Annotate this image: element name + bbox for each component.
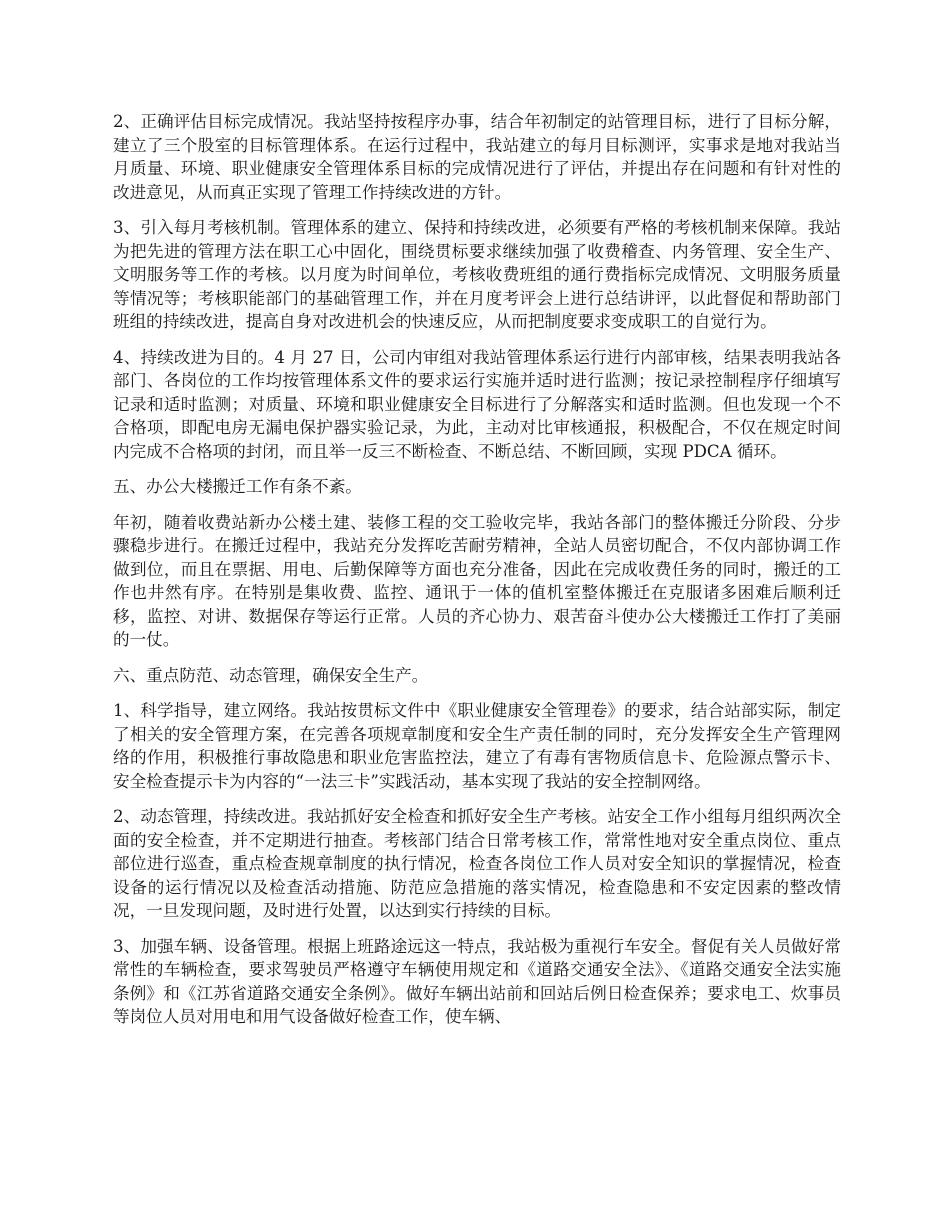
paragraph-safety-network: 1、科学指导，建立网络。我站按贯标文件中《职业健康安全管理卷》的要求，结合站部实际，制定了相关的安全管理方案，在完善各项规章制度和安全生产责任制的同时，充分发挥安全生产管理网络的作用，积极推行事故隐患和职业危害监控法，建立了有毒有害物质信息卡、危险源点警示卡、安全检查提示卡为内容的“一法三卡”实践活动，基本实现了我站的安全控制网络。 (113, 701, 841, 791)
section-heading-office-relocation: 五、办公大楼搬迁工作有条不紊。 (113, 477, 362, 496)
paragraph-office-relocation: 年初，随着收费站新办公楼土建、装修工程的交工验收完毕，我站各部门的整体搬迁分阶段、分步骤稳步进行。在搬迁过程中，我站充分发挥吃苦耐劳精神，全站人员密切配合，不仅内部协调工作做到位，而且在票据、用电、后勤保障等方面也充分准备，因此在完成收费任务的同时，搬迁的工作也井然有序。在特别是集收费、监控、通讯于一体的值机室整体搬迁在克服诸多困难后顺利迁移，监控、对讲、数据保存等运行正常。人员的齐心协力、艰苦奋斗使办公大楼搬迁工作打了美丽的一仗。 (113, 512, 841, 649)
paragraph-target-evaluation: 2、正确评估目标完成情况。我站坚持按程序办事，结合年初制定的站管理目标，进行了目标分解，建立了三个股室的目标管理体系。在运行过程中，我站建立的每月目标测评，实事求是地对我站当月质量、环境、职业健康安全管理体系目标的完成情况进行了评估，并提出存在问题和有针对性的改进意见，从而真正实现了管理工作持续改进的方针。 (113, 112, 841, 202)
document-body (113, 110, 841, 1041)
paragraph-monthly-assessment: 3、引入每月考核机制。管理体系的建立、保持和持续改进，必须要有严格的考核机制来保障。我站为把先进的管理方法在职工心中固化，围绕贯标要求继续加强了收费稽查、内务管理、安全生产、文明服务等工作的考核。以月度为时间单位，考核收费班组的通行费指标完成情况、文明服务质量等情况等；考核职能部门的基础管理工作，并在月度考评会上进行总结讲评，以此督促和帮助部门班组的持续改进，提高自身对改进机会的快速反应，从而把制度要求变成职工的自觉行为。 (113, 218, 841, 331)
paragraph-dynamic-management: 2、动态管理，持续改进。我站抓好安全检查和抓好安全生产考核。站安全工作小组每月组织两次全面的安全检查，并不定期进行抽查。考核部门结合日常考核工作，常常性地对安全重点岗位、重点部位进行巡查，重点检查规章制度的执行情况，检查各岗位工作人员对安全知识的掌握情况，检查设备的运行情况以及检查活动措施、防范应急措施的落实情况，检查隐患和不安定因素的整改情况，一旦发现问题，及时进行处置，以达到实行持续的目标。 (113, 807, 841, 920)
section-heading-safety-production: 六、重点防范、动态管理，确保安全生产。 (113, 665, 429, 685)
paragraph-vehicle-equipment: 3、加强车辆、设备管理。根据上班路途远这一特点，我站极为重视行车安全。督促有关人员做好常常性的车辆检查，要求驾驶员严格遵守车辆使用规定和《道路交通安全法》、《道路交通安全法实施条例》和《江苏省道路交通安全条例》。做好车辆出站前和回站后例日检查保养；要求电工、炊事员等岗位人员对用电和用气设备做好检查工作，使车辆、 (113, 936, 841, 1026)
paragraph-continuous-improvement: 4、持续改进为目的。4 月 27 日，公司内审组对我站管理体系运行进行内部审核，结果表明我站各部门、各岗位的工作均按管理体系文件的要求运行实施并适时进行监测；按记录控制程序仔细填写记录和适时监测；对质量、环境和职业健康安全目标进行了分解落实和适时监测。但也发现一个不合格项，即配电房无漏电保护器实验记录，为此，主动对比审核通报，积极配合，不仅在规定时间内完成不合格项的封闭，而且举一反三不断检查、不断总结、不断回顾，实现 PDCA 循环。 (113, 347, 841, 461)
